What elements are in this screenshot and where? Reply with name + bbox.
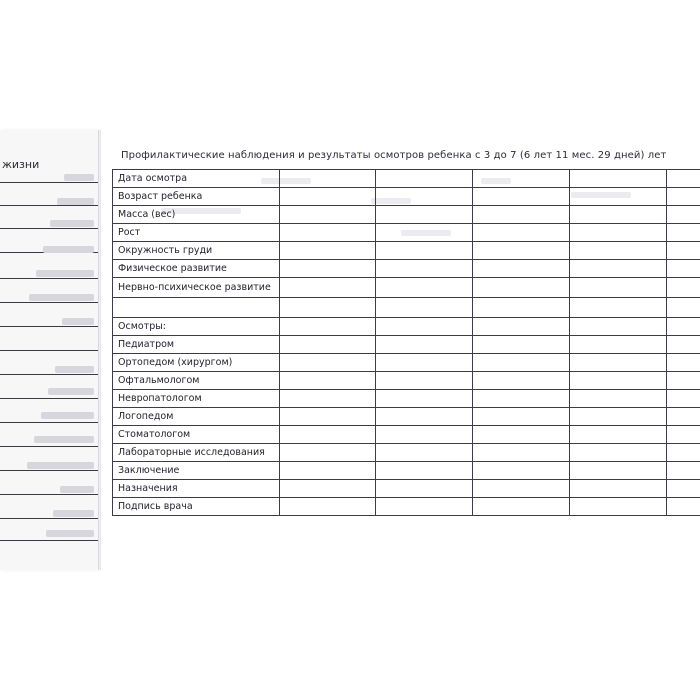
value-cell[interactable] [570,260,667,278]
value-cell[interactable] [667,206,700,224]
value-cell[interactable] [570,480,667,498]
value-cell[interactable] [473,336,570,354]
show-through-text [29,294,94,301]
value-cell[interactable] [667,188,700,206]
value-cell[interactable] [473,170,570,188]
row-label: Нервно-психическое развитие [113,278,280,298]
value-cell[interactable] [570,354,667,372]
value-cell[interactable] [667,298,700,318]
value-cell[interactable] [280,260,376,278]
left-page-rule [0,398,98,399]
value-cell[interactable] [376,260,473,278]
right-page [100,130,700,570]
value-cell[interactable] [473,260,570,278]
table-row [113,426,700,444]
value-cell[interactable] [473,206,570,224]
value-cell[interactable] [667,462,700,480]
row-label: Возраст ребенка [113,188,280,206]
value-cell[interactable] [667,390,700,408]
left-page-rule [0,540,98,541]
value-cell[interactable] [473,480,570,498]
left-page-rule [0,228,98,229]
value-cell[interactable] [280,426,376,444]
row-label: Дата осмотра [113,170,280,188]
left-page [0,130,99,570]
show-through-text [53,510,94,517]
left-page-rule [0,470,98,471]
value-cell[interactable] [570,462,667,480]
value-cell[interactable] [570,278,667,298]
value-cell[interactable] [473,278,570,298]
show-through-text [46,530,94,537]
value-cell[interactable] [667,318,700,336]
row-label: Подпись врача [113,498,280,516]
value-cell[interactable] [570,408,667,426]
value-cell[interactable] [280,298,376,318]
value-cell[interactable] [376,408,473,426]
value-cell[interactable] [280,372,376,390]
value-cell[interactable] [376,390,473,408]
show-through-text [34,436,94,443]
table-row [113,408,700,426]
show-through-text [48,388,94,395]
left-page-rule [0,422,98,423]
value-cell[interactable] [376,498,473,516]
value-cell[interactable] [280,408,376,426]
row-label: Назначения [113,480,280,498]
value-cell[interactable] [376,354,473,372]
table-row [113,354,700,372]
value-cell[interactable] [473,462,570,480]
value-cell[interactable] [667,372,700,390]
value-cell[interactable] [570,498,667,516]
table-row [113,206,700,224]
observation-table [112,169,700,516]
value-cell[interactable] [473,426,570,444]
table-row [113,260,700,278]
row-label: Осмотры: [113,318,280,336]
show-through-text [50,220,94,227]
value-cell[interactable] [376,444,473,462]
row-label: Ортопедом (хирургом) [113,354,280,372]
value-cell[interactable] [376,298,473,318]
value-cell[interactable] [376,170,473,188]
value-cell[interactable] [280,498,376,516]
value-cell[interactable] [376,224,473,242]
value-cell[interactable] [376,278,473,298]
value-cell[interactable] [667,224,700,242]
table-row [113,278,700,298]
page-title: Профилактические наблюдения и результаты осмотров ребенка с 3 до 7 (6 лет 11 мес. 29 дней) лет [121,150,667,161]
value-cell[interactable] [473,354,570,372]
value-cell[interactable] [280,224,376,242]
row-label: Масса (вес) [113,206,280,224]
show-through-text [27,462,94,469]
value-cell[interactable] [473,318,570,336]
value-cell[interactable] [280,336,376,354]
value-cell[interactable] [473,372,570,390]
left-page-rule [0,302,98,303]
table-row [113,188,700,206]
value-cell[interactable] [280,390,376,408]
value-cell[interactable] [667,480,700,498]
table-row [113,372,700,390]
table-row [113,242,700,260]
table-row [113,444,700,462]
value-cell[interactable] [280,354,376,372]
left-page-title-fragment: жизни [2,158,40,171]
value-cell[interactable] [570,206,667,224]
table-row [113,336,700,354]
value-cell[interactable] [280,444,376,462]
value-cell[interactable] [667,408,700,426]
value-cell[interactable] [570,318,667,336]
value-cell[interactable] [667,260,700,278]
left-page-rule [0,326,98,327]
value-cell[interactable] [570,188,667,206]
left-page-rule [0,446,98,447]
row-label: Офтальмологом [113,372,280,390]
value-cell[interactable] [376,242,473,260]
show-through-text [60,486,94,493]
value-cell[interactable] [667,426,700,444]
show-through-text [55,366,94,373]
value-cell[interactable] [473,298,570,318]
value-cell[interactable] [280,242,376,260]
table-row [113,480,700,498]
value-cell[interactable] [473,444,570,462]
value-cell[interactable] [376,480,473,498]
row-label: Лабораторные исследования [113,444,280,462]
table-row [113,390,700,408]
value-cell[interactable] [667,444,700,462]
left-page-rule [0,278,98,279]
row-label: Окружность груди [113,242,280,260]
value-cell[interactable] [376,426,473,444]
show-through-text [43,246,94,253]
value-cell[interactable] [667,242,700,260]
value-cell[interactable] [570,242,667,260]
row-label [113,298,280,318]
show-through-text [41,412,94,419]
show-through-text [64,174,94,181]
value-cell[interactable] [473,498,570,516]
row-label: Заключение [113,462,280,480]
row-label: Невропатологом [113,390,280,408]
value-cell[interactable] [473,242,570,260]
value-cell[interactable] [280,206,376,224]
value-cell[interactable] [570,444,667,462]
value-cell[interactable] [473,188,570,206]
value-cell[interactable] [473,390,570,408]
table-row [113,462,700,480]
table-row [113,170,700,188]
value-cell[interactable] [570,224,667,242]
value-cell[interactable] [570,390,667,408]
row-label: Физическое развитие [113,260,280,278]
table-row [113,298,700,318]
value-cell[interactable] [280,462,376,480]
value-cell[interactable] [376,462,473,480]
value-cell[interactable] [570,336,667,354]
row-label: Логопедом [113,408,280,426]
value-cell[interactable] [570,298,667,318]
left-page-rule [0,518,98,519]
value-cell[interactable] [280,318,376,336]
value-cell[interactable] [376,372,473,390]
row-label: Рост [113,224,280,242]
value-cell[interactable] [667,354,700,372]
value-cell[interactable] [667,278,700,298]
value-cell[interactable] [473,408,570,426]
value-cell[interactable] [376,318,473,336]
left-page-rule [0,494,98,495]
value-cell[interactable] [376,336,473,354]
value-cell[interactable] [570,372,667,390]
value-cell[interactable] [667,498,700,516]
left-page-rule [0,374,98,375]
value-cell[interactable] [280,188,376,206]
show-through-text [62,318,94,325]
value-cell[interactable] [667,170,700,188]
value-cell[interactable] [376,188,473,206]
left-page-rule [0,350,98,351]
value-cell[interactable] [376,206,473,224]
value-cell[interactable] [667,336,700,354]
left-page-rule [0,182,98,183]
table-row [113,318,700,336]
row-label: Педиатром [113,336,280,354]
table-row [113,224,700,242]
value-cell[interactable] [280,170,376,188]
value-cell[interactable] [280,480,376,498]
value-cell[interactable] [280,278,376,298]
left-page-rule [0,205,98,206]
value-cell[interactable] [570,170,667,188]
table-row [113,498,700,516]
show-through-text [57,198,94,205]
row-label: Стоматологом [113,426,280,444]
value-cell[interactable] [473,224,570,242]
value-cell[interactable] [570,426,667,444]
show-through-text [36,270,94,277]
